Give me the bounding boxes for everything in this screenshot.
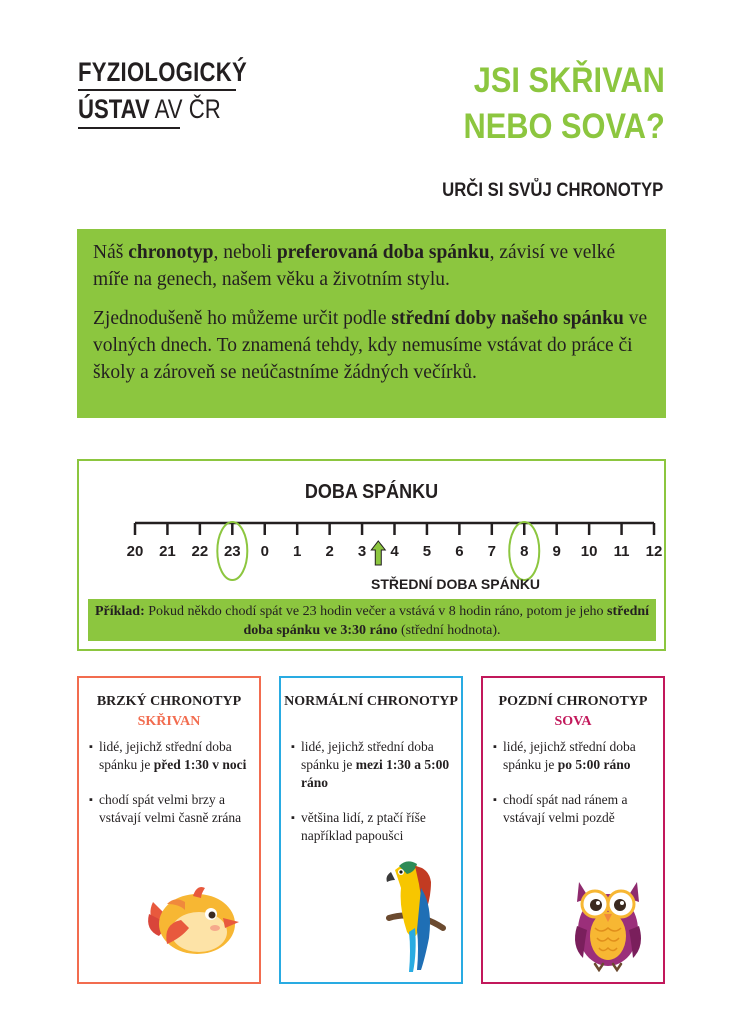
- card-early-title: BRZKÝ CHRONOTYP: [96, 694, 242, 709]
- hour-label: 11: [613, 543, 630, 560]
- hour-label: 3: [357, 543, 367, 560]
- card-early-subtitle: SKŘIVAN: [137, 714, 201, 729]
- example-note: [88, 599, 656, 641]
- hour-label: 1: [293, 543, 302, 560]
- hour-label: 2: [325, 543, 334, 560]
- hour-label: 4: [390, 543, 399, 560]
- institute-logo: [78, 57, 248, 129]
- card-late-heading: [483, 692, 663, 732]
- logo-line-2-rest: AV ČR: [149, 94, 221, 124]
- card-early-bullets: [89, 738, 253, 844]
- hour-label: 0: [260, 543, 269, 560]
- card-early-chronotype: [77, 676, 261, 984]
- page-title: [464, 58, 665, 150]
- text-run: lidé, jejichž střední doba spánku je: [301, 739, 434, 772]
- lark-bird-icon: [145, 874, 245, 958]
- hour-label: 5: [422, 543, 432, 560]
- card-early-bullet-2: [89, 791, 253, 827]
- page-subtitle: URČI SI SVŮJ CHRONOTYP: [441, 180, 663, 201]
- text-run: střední doba spánku ve 3:30 ráno: [243, 604, 650, 638]
- midpoint-label: STŘEDNÍ DOBA SPÁNKU: [371, 576, 541, 592]
- card-early-heading: [79, 692, 259, 732]
- text-run: preferovaná doba spánku: [276, 242, 490, 263]
- hour-label: 20: [126, 543, 144, 560]
- intro-paragraph-1: [93, 239, 650, 293]
- card-normal-bullet-2: [291, 809, 455, 845]
- card-late-bullet-1: [493, 738, 657, 774]
- card-late-bullets: [493, 738, 657, 844]
- card-late-title: POZDNÍ CHRONOTYP: [498, 694, 648, 709]
- hour-label: 21: [159, 543, 176, 560]
- text-run: lidé, jejichž střední doba spánku je: [99, 739, 232, 772]
- text-run: ve volných dnech. To znamená tehdy, kdy nemusíme vstávat do práce či školy a zároveň se neúčastníme žádných večírků.: [93, 308, 648, 383]
- text-run: chronotyp: [128, 242, 214, 263]
- hour-label: 7: [487, 543, 496, 560]
- card-early-bullet-1: [89, 738, 253, 774]
- text-run: lidé, jejichž střední doba spánku je: [503, 739, 636, 772]
- logo-rule-bottom: [78, 127, 180, 129]
- hour-label: 8: [520, 543, 529, 560]
- text-run: Příklad:: [94, 604, 145, 619]
- text-run: (střední hodnota).: [397, 623, 501, 638]
- logo-line-1: FYZIOLOGICKÝ: [78, 57, 248, 87]
- card-normal-chronotype: [279, 676, 463, 984]
- text-run: většina lidí, z ptačí říše například papoušci: [301, 810, 426, 843]
- intro-box: [77, 229, 666, 418]
- card-normal-bullet-1: [291, 738, 455, 792]
- hour-label: 23: [223, 543, 241, 560]
- card-late-bullet-2: [493, 791, 657, 827]
- text-run: , neboli: [213, 242, 277, 263]
- card-late-chronotype: [481, 676, 665, 984]
- text-run: po 5:00 ráno: [557, 757, 631, 772]
- hour-label: 9: [552, 543, 561, 560]
- text-run: Pokud někdo chodí spát ve 23 hodin večer a vstává v 8 hodin ráno, potom je jeho: [144, 604, 608, 619]
- hour-label: 22: [191, 543, 209, 560]
- owl-icon: [571, 876, 645, 972]
- card-normal-title: NORMÁLNÍ CHRONOTYP: [284, 694, 458, 709]
- intro-paragraph-2: [93, 305, 650, 386]
- page-title-line-2: NEBO SOVA?: [463, 107, 665, 146]
- card-late-subtitle: SOVA: [554, 714, 592, 729]
- hour-label: 12: [645, 543, 663, 560]
- text-run: chodí spát velmi brzy a vstávají velmi časně zrána: [99, 792, 242, 825]
- text-run: Náš: [93, 242, 129, 263]
- sleep-timeline-box: [77, 459, 666, 651]
- text-run: Zjednodušeně ho můžeme určit podle: [93, 308, 392, 329]
- hour-label: 6: [455, 543, 464, 560]
- logo-line-2-bold: ÚSTAV: [78, 94, 150, 124]
- card-normal-heading: [281, 692, 461, 712]
- text-run: chodí spát nad ránem a vstávají velmi pozdě: [503, 792, 628, 825]
- text-run: , závisí ve velké míře na genech, našem věku a životním stylu.: [93, 242, 616, 290]
- text-run: střední doby našeho spánku: [391, 308, 624, 329]
- page-title-line-1: JSI SKŘIVAN: [473, 61, 665, 100]
- card-normal-bullets: [291, 738, 455, 862]
- hour-label: 10: [580, 543, 598, 560]
- text-run: mezi 1:30 a 5:00 ráno: [301, 757, 450, 790]
- parrot-icon: [385, 858, 447, 974]
- sleep-timeline-title: DOBA SPÁNKU: [304, 481, 439, 503]
- logo-line-2: [78, 94, 221, 124]
- text-run: před 1:30 v noci: [153, 757, 247, 772]
- logo-rule: [78, 89, 236, 91]
